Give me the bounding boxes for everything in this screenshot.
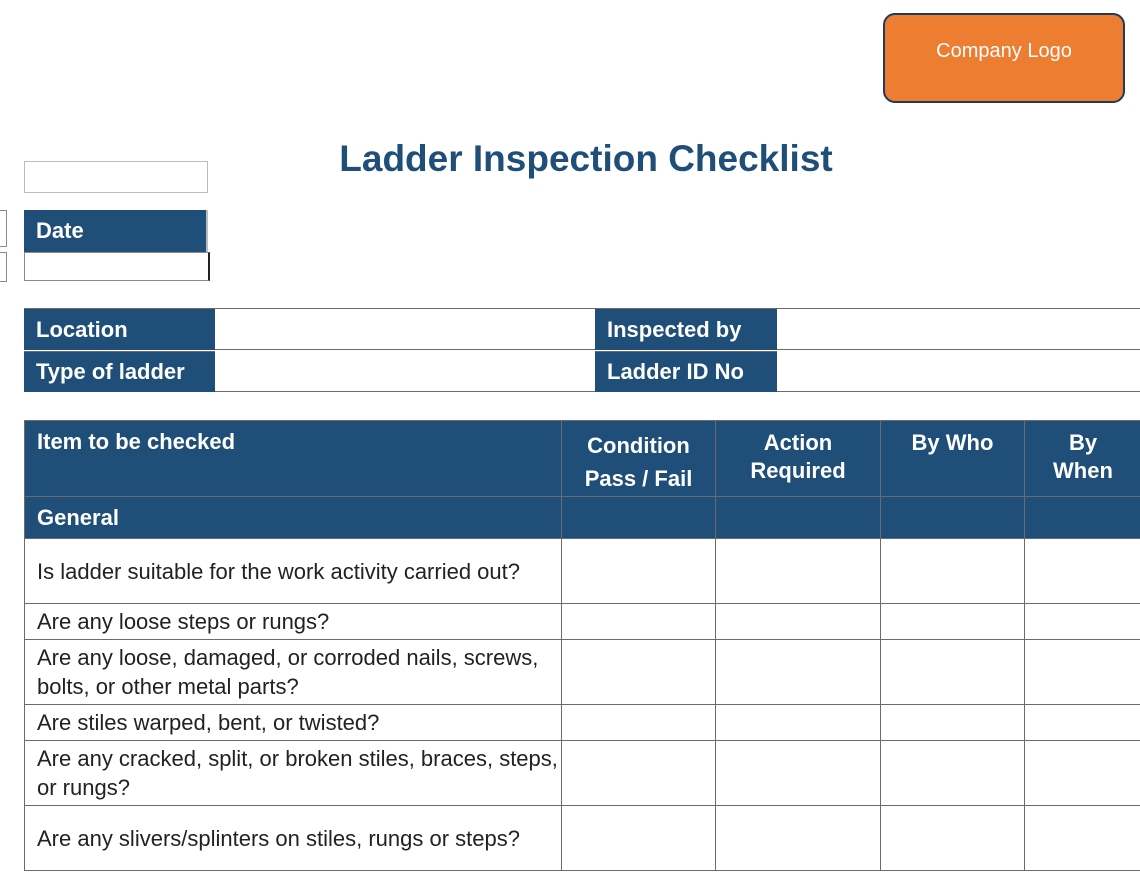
by-when-cell[interactable] [1025,705,1140,741]
condition-cell[interactable] [562,604,716,640]
by-when-cell[interactable] [1025,604,1140,640]
condition-cell[interactable] [562,806,716,871]
ladder-id-label [595,351,777,392]
date-label-text: Date [36,218,84,243]
date-input[interactable] [24,252,210,281]
by-when-cell[interactable] [1025,539,1140,604]
type-of-ladder-field[interactable] [215,351,595,392]
date-label [24,210,208,252]
page-title: Ladder Inspection Checklist [339,138,833,179]
company-logo-label: Company Logo [936,39,1072,62]
condition-cell[interactable] [562,705,716,741]
header-by-when-line1: By [1068,430,1098,455]
ladder-id-field[interactable] [777,351,1140,392]
by-when-cell[interactable] [1025,741,1140,806]
checklist-table [24,420,1140,871]
section-cell [562,497,716,539]
by-who-cell[interactable] [881,604,1025,640]
location-label [24,309,215,350]
table-row [25,604,1140,640]
header-by-when [1025,421,1140,497]
header-action-line1: Action [763,430,833,455]
condition-cell[interactable] [562,539,716,604]
header-by-when-line2: When [1053,458,1113,483]
condition-cell[interactable] [562,640,716,705]
item-text: Are stiles warped, bent, or twisted? [25,705,562,741]
by-when-cell[interactable] [1025,640,1140,705]
inspected-by-label-text: Inspected by [607,316,742,342]
table-row [25,806,1140,871]
info-grid [24,308,1140,392]
by-who-cell[interactable] [881,539,1025,604]
header-condition-line2: Pass / Fail [584,466,693,491]
type-of-ladder-label [24,351,215,392]
type-of-ladder-label-text: Type of ladder [36,359,185,384]
location-field[interactable] [215,309,595,350]
inspected-by-label [595,309,777,350]
left-edge-fragment [0,210,7,247]
item-text: Are any loose, damaged, or corroded nails, screws, bolts, or other metal parts? [25,640,562,705]
section-cell [1025,497,1140,539]
table-row [25,741,1140,806]
header-condition-line1: Condition [587,433,690,458]
action-cell[interactable] [716,604,881,640]
by-who-cell[interactable] [881,806,1025,871]
action-cell[interactable] [716,640,881,705]
header-by-who-text: By Who [911,430,994,455]
header-action-line2: Required [750,458,846,483]
section-label: General [25,497,562,539]
condition-cell[interactable] [562,741,716,806]
header-condition [562,421,716,497]
section-cell [716,497,881,539]
table-header-row [25,421,1140,497]
header-by-who [881,421,1025,497]
ladder-id-label-text: Ladder ID No [607,359,744,384]
inspected-by-field[interactable] [777,309,1140,350]
left-edge-fragment [0,252,7,282]
action-cell[interactable] [716,741,881,806]
action-cell[interactable] [716,539,881,604]
table-row [25,705,1140,741]
header-item [25,421,562,497]
table-row [25,640,1140,705]
item-text: Are any loose steps or rungs? [25,604,562,640]
by-who-cell[interactable] [881,640,1025,705]
header-action [716,421,881,497]
header-item-text: Item to be checked [37,429,236,454]
section-row-general [25,497,1140,539]
action-cell[interactable] [716,806,881,871]
location-label-text: Location [36,316,128,342]
table-row [25,539,1140,604]
section-cell [881,497,1025,539]
by-when-cell[interactable] [1025,806,1140,871]
action-cell[interactable] [716,705,881,741]
by-who-cell[interactable] [881,705,1025,741]
item-text: Are any cracked, split, or broken stiles, braces, steps, or rungs? [25,741,562,806]
blank-field[interactable] [24,161,208,193]
item-text: Are any slivers/splinters on stiles, rungs or steps? [25,806,562,871]
by-who-cell[interactable] [881,741,1025,806]
company-logo [883,13,1125,103]
item-text: Is ladder suitable for the work activity carried out? [25,539,562,604]
